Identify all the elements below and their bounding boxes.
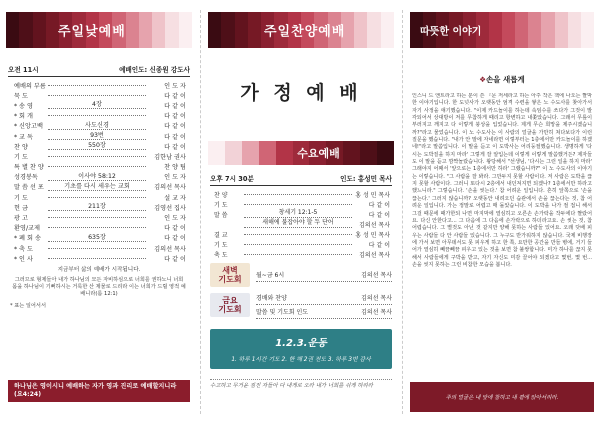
order-person: 다 같 이 (164, 235, 186, 243)
friday-prayer-rows (250, 291, 392, 319)
order-person: 김의선 목사 (359, 221, 390, 229)
order-item: 찬 양 (14, 143, 28, 151)
dawn-prayer-label: 새벽 기도회 (210, 263, 250, 287)
order-detail (48, 95, 146, 96)
fold-divider (200, 10, 201, 414)
prayer-item: 경배와 찬양 (256, 295, 287, 302)
dawn-prayer-box (210, 263, 392, 287)
order-row (8, 212, 190, 222)
matthew-footnote: 수고하고 무거운 짐진 자들아 다 내게로 오라 내가 너희를 쉬게 하리라 (210, 379, 392, 390)
order-item: 기 도 (214, 241, 228, 249)
panel-evening-service (202, 0, 400, 424)
order-item: 축 도 (214, 251, 228, 259)
order-person: 다 같 이 (164, 255, 186, 263)
order-detail: 4장 (48, 101, 146, 109)
order-row (210, 199, 392, 209)
order-person: 홍 성 민 목사 (355, 231, 390, 239)
prayer-item: 말씀 및 기도회 인도 (256, 309, 309, 316)
praise-banner (208, 12, 394, 48)
order-detail: 창세기 12:1-5 (244, 210, 352, 218)
order-person: 다 같 이 (164, 113, 186, 121)
romans-verse: 그러므로 형제들아 내가 하나님의 모든 자비하심으로 너희를 권하노니 너희 몸을 하나님이 기뻐하시는 거룩한 산 제물로 드리라 이는 너희가 드릴 영적 예배니라(롬 12:1) (12, 277, 186, 298)
order-detail (48, 115, 146, 116)
order-row (8, 100, 190, 110)
order-item: 성경봉독 (14, 174, 38, 182)
wednesday-leader: 인도: 홍성민 목사 (340, 175, 392, 183)
order-detail: 93번 (48, 132, 146, 140)
order-row (8, 192, 190, 202)
sunday-order-list (8, 64, 190, 298)
wednesday-rows (210, 189, 392, 259)
stand-note: * 표는 일어서서 (10, 303, 46, 310)
order-detail (48, 248, 146, 249)
order-item: 광 고 (14, 215, 28, 223)
story-banner (410, 12, 594, 48)
family-worship-title: 가 정 예 배 (240, 82, 362, 104)
order-row (8, 243, 190, 253)
order-item: * 회 개 (14, 113, 33, 121)
order-item: 예배의 부름 (14, 82, 46, 90)
sunday-rows (8, 80, 190, 263)
order-item: * 교 독 (14, 133, 33, 141)
closing-verse-box: 주의 얼굴은 내 앞에 참하고 내 곁에 앉아서리라. (410, 382, 594, 412)
order-row (8, 202, 190, 212)
order-row (8, 131, 190, 141)
article-body: 인스니 드 앤트라고 하는 분이 쓴 『문 저세라고 하는 아주 작은 책에 나오는 짤막한 이야기입니다. 한 도넛사가 오랫동안 엄격 수련을 쌓은 노 수도사를 찾아가서 자기 사정을 얘기했습니다. "이제 카드놀이를 하는데 속임수를 쓰다가 그것이 발각되어서 상대방이 저를 무참하게 때리고 항변하고 내쫓았습니다. 그래서 무릎이 부러지고 깨지고 다 이렇게 붕상을 입었습니다. 제게 무슨 희망을 제주시겠습니까?"라고 물었습니다. 이 노 수도사는 이 사람의 얼굴을 가만히 쳐다보다가 이런 질문을 했습니다. "내가 안 말에 자네라면 이렇부터는 1층에서만 카드놀이를 하겠네!"라고 말씀입니다. 이 말을 듣고 이 도박사는 어리둥절했습니다. 생명하게 '다시는 도박질을 하지 마라' 그렇게 잘 알입는데 이렇게 이렇게 말씀했거든? 제자들도 이 말을 듣고 깜짝놀랐습니다. 왕당해서 "선생님, '다시는 그런 일을 하지 마라' 그래야지 어째서 '앞으로는 1층에서만 하라' 그랬습니까?" 이 노 수도사의 이야기는 이렇습니다. "그 사람을 잘 봐라. 그만두지 못할 사람이다. 저 사람은 도박을 끊지 못할 사람이다. 그러니 또다시 2층에서 내던져지면 되겠나? 1층에서만 하라고 했느니라." 그렇습니다. '손을 씻는다.' 참 어려운 일입니다. 흔히 앞쪽으로 '손을 끊는다.' 그러지 않습니까? 오랫동안 내려오던 습관에서 손을 끊는다는 것, 참 어려운 일입니다. 가는 정말로 어렵고 매 돌았습니다. 이 도박을 나가 절 접니 해서 그걸 때문에 때가한되 나면 마지막에 열심히고 오른손 손가락을 작두에다 짤랐어요. 다신 안한다고... 그 다음에 그 다음에 손가락으로 하더라고요. 손 씻는 것, 참 어렵습니다. 그 별것도 아닌 것 같지만 양해 못하는 사람들 있어요. 오래 닷배 피우는 사람들 다 안 사람들 있습니다. 그 누구도 반가워하지 않습니다. 국제 비행장에 가서 보면 아무데서도 못 피우게 하고 한 쪽, 요만한 공간을 만들 병에, 거기 들어가 열심히 빼끔빼끔 피우고 있는 것을 보면 참 불쌍합니다. 미가 하나를 끊지 못해서 사람들에게 구박을 받고, 자기 자신도 미감 끌어야 되겠다고 몇번, 몇 번... 손을 씻지 못하는 그런 비참한 모습을 봅니다. (412, 93, 592, 268)
order-item: 묵 도 (14, 92, 28, 100)
fold-divider (402, 10, 403, 414)
order-item: 말 씀 (214, 211, 228, 219)
order-person: 설 교 자 (164, 194, 186, 202)
sunday-time: 오전 11시 (8, 66, 39, 74)
friday-prayer-box (210, 291, 392, 319)
order-person: 다 같 이 (164, 133, 186, 141)
order-item: 환영/교제 (14, 225, 40, 233)
order-detail (48, 85, 146, 86)
123-movement-box (210, 329, 392, 369)
order-item: 기 도 (214, 201, 228, 209)
order-person: 김의선 목사 (154, 245, 186, 253)
order-detail: 기초를 다시 세우는 교회 (48, 183, 146, 191)
order-person: 인 도 자 (164, 82, 186, 90)
panel-sunday-service (0, 0, 198, 424)
story-banner-title: 따뜻한 이야기 (420, 26, 482, 38)
order-detail (48, 166, 146, 167)
order-row (210, 239, 392, 249)
sunday-header (8, 64, 190, 77)
movement-items: 1. 하루 1시간 기도 2. 한 해 2권 전도 3. 하루 3번 감사 (231, 357, 371, 363)
order-row (8, 80, 190, 90)
wednesday-banner (208, 141, 394, 165)
sunday-banner (6, 12, 192, 48)
order-person: 김의선 목사 (359, 251, 390, 259)
order-row (8, 172, 190, 182)
prayer-row (256, 291, 392, 305)
order-row (8, 223, 190, 233)
order-detail (244, 194, 352, 195)
order-person: 다 같 이 (164, 92, 186, 100)
wednesday-order-list (210, 173, 392, 259)
order-detail (48, 258, 146, 259)
order-person: 홍 성 민 목사 (355, 191, 390, 199)
order-row (8, 253, 190, 263)
order-person: 김의선 목사 (154, 184, 186, 192)
order-item: 찬 양 (214, 191, 228, 199)
order-row (8, 141, 190, 151)
order-person: 다 같 이 (164, 123, 186, 131)
order-detail (48, 217, 146, 218)
life-worship-note: 지금부터 삶의 예배가 시작됩니다. (57, 267, 141, 274)
order-person: 다 같 이 (164, 143, 186, 151)
order-row (210, 209, 392, 219)
order-item: * 인 사 (14, 255, 33, 263)
order-item: 기 도 (14, 153, 28, 161)
movement-title: 1.2.3.운동 (275, 338, 327, 349)
order-detail (48, 156, 146, 157)
prayer-person: 김의선 목사 (361, 309, 392, 316)
order-person: 다 같 이 (368, 211, 390, 219)
order-item: * 신앙고백 (14, 123, 43, 131)
order-detail (244, 254, 352, 255)
order-row (210, 229, 392, 239)
order-row (8, 90, 190, 100)
sunday-leader: 예배인도: 신종원 강도사 (119, 66, 190, 74)
john-verse-box: 하나님은 영이시니 예배하는 자가 영과 진리로 예배할지니라 (요4:24) (8, 380, 190, 402)
order-item: * 폐 회 송 (14, 235, 41, 243)
dawn-prayer-rows (250, 268, 392, 282)
prayer-item: 월~금 6시 (256, 272, 285, 279)
order-row (8, 121, 190, 131)
order-row (210, 249, 392, 259)
order-person: 김영선 집사 (154, 204, 186, 212)
praise-banner-title: 주일찬양예배 (264, 24, 346, 40)
order-row (8, 111, 190, 121)
prayer-row (256, 268, 392, 282)
order-row (8, 233, 190, 243)
order-item: 헌 금 (14, 204, 28, 212)
prayer-row (256, 305, 392, 319)
prayer-person: 김의선 목사 (361, 295, 392, 302)
order-item: 결 교 (214, 231, 228, 239)
order-row (210, 189, 392, 199)
order-item: * 축 도 (14, 245, 33, 253)
order-person: 다 같 이 (164, 225, 186, 233)
order-person: 김한남 권사 (154, 153, 186, 161)
order-detail: 새해에 불잡아야 할 두 단어 (244, 220, 352, 228)
wednesday-banner-title: 수요예배 (297, 147, 340, 160)
order-item: 말 씀 선 포 (14, 184, 44, 192)
panel-warm-story (404, 0, 600, 424)
order-detail (48, 197, 146, 198)
order-detail: 이사야 58:12 (48, 173, 146, 181)
order-person: 인 도 자 (164, 215, 186, 223)
order-person: 인 도 자 (164, 174, 186, 182)
wednesday-header (210, 173, 392, 186)
order-row (8, 162, 190, 172)
order-person: 다 같 이 (164, 102, 186, 110)
order-item: 특 별 찬 양 (14, 164, 44, 172)
friday-prayer-label: 금요 기도회 (210, 293, 250, 317)
order-person: 다 같 이 (368, 201, 390, 209)
order-person: 찬 양 팀 (164, 164, 186, 172)
order-detail (244, 244, 352, 245)
order-detail: 635장 (48, 234, 146, 242)
order-person: 다 같 이 (368, 241, 390, 249)
article-title: ❖ 손을 새롭게 (404, 74, 600, 85)
sunday-banner-title: 주일낮예배 (58, 24, 126, 40)
order-detail: 550장 (48, 142, 146, 150)
wednesday-time: 오후 7시 30분 (210, 175, 254, 183)
order-row (8, 151, 190, 161)
order-row (210, 219, 392, 229)
order-detail (244, 234, 352, 235)
order-row (8, 182, 190, 192)
order-detail (48, 227, 146, 228)
order-item: * 송 영 (14, 102, 33, 110)
order-item: 기 도 (14, 194, 28, 202)
order-detail: 211장 (48, 203, 146, 211)
order-detail: 사도신경 (48, 122, 146, 130)
prayer-person: 김의선 목사 (361, 272, 392, 279)
order-detail (244, 204, 352, 205)
